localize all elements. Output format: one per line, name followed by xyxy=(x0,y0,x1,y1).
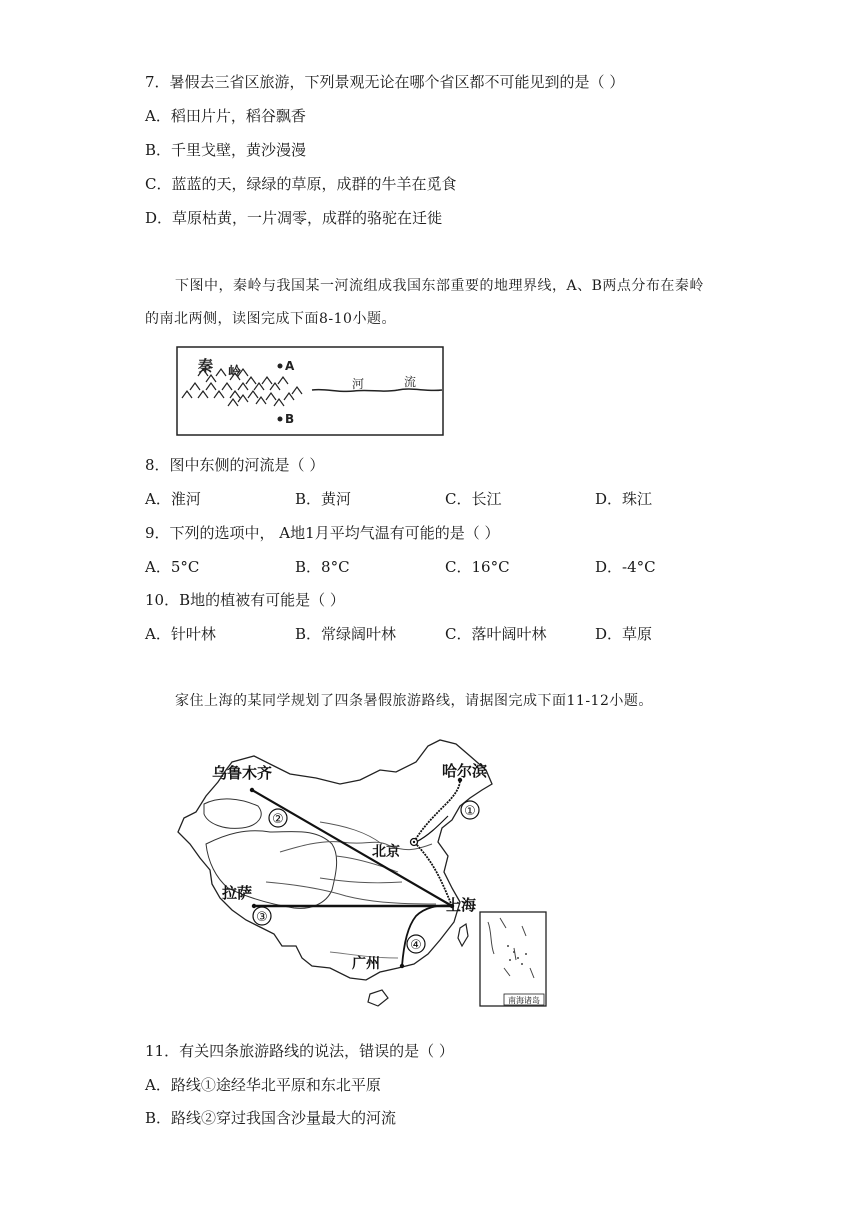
south-china-sea-inset xyxy=(480,912,546,1006)
q7-option-d: D．草原枯黄，一片凋零，成群的骆驼在迁徙 xyxy=(145,209,443,227)
q9-option-a: A．5°C xyxy=(145,558,200,576)
point-a-label: A xyxy=(285,359,295,373)
q11-option-a: A．路线①途经华北平原和东北平原 xyxy=(145,1076,381,1094)
guangzhou-marker xyxy=(400,964,404,968)
route-4-label: ④ xyxy=(410,938,422,953)
route-3-badge xyxy=(253,907,271,925)
intro-11-12: 家住上海的某同学规划了四条暑假旅游路线，请据图完成下面11-12小题。 xyxy=(175,693,653,709)
south-china-sea-label: 南海诸岛 xyxy=(508,996,540,1005)
q9-option-d: D．-4°C xyxy=(595,558,656,576)
q7-option-a: A．稻田片片，稻谷飘香 xyxy=(145,107,306,125)
point-a-marker xyxy=(278,364,283,369)
urumqi-marker xyxy=(250,788,254,792)
lhasa-label: 拉萨 xyxy=(222,884,253,902)
china-travel-routes-map xyxy=(170,732,560,1010)
lhasa-marker xyxy=(252,904,256,908)
q11-option-b: B．路线②穿过我国含沙量最大的河流 xyxy=(145,1109,397,1127)
q10-stem: 10．B地的植被有可能是（ ） xyxy=(145,591,345,609)
q8-option-a: A．淮河 xyxy=(145,490,201,508)
harbin-label: 哈尔滨 xyxy=(442,762,488,780)
qinling-river-figure xyxy=(176,346,444,436)
route-1-badge xyxy=(461,801,479,819)
route-2-badge xyxy=(269,809,287,827)
q7-stem: 7．暑假去三省区旅游，下列景观无论在哪个省区都不可能见到的是（ ） xyxy=(145,73,625,91)
q7-option-c: C．蓝蓝的天，绿绿的草原，成群的牛羊在觅食 xyxy=(145,175,457,193)
route-3-label: ③ xyxy=(256,910,268,925)
q9-option-b: B．8°C xyxy=(295,558,350,576)
route-4-badge xyxy=(407,935,425,953)
q8-option-d: D．珠江 xyxy=(595,490,653,508)
river-label-liu: 流 xyxy=(404,375,417,389)
q8-option-b: B．黄河 xyxy=(295,490,352,508)
guangzhou-label: 广州 xyxy=(352,956,380,972)
q9-option-c: C．16°C xyxy=(445,558,510,576)
mountain-label-ling: 岭 xyxy=(228,365,242,380)
point-b-label: B xyxy=(285,412,295,426)
q8-option-c: C．长江 xyxy=(445,490,502,508)
urumqi-label: 乌鲁木齐 xyxy=(212,764,273,782)
beijing-marker-dot xyxy=(413,841,415,843)
taiwan-island xyxy=(458,924,468,946)
beijing-label: 北京 xyxy=(372,844,400,860)
mountain-label-qin: 秦 xyxy=(198,357,214,375)
q10-option-b: B．常绿阔叶林 xyxy=(295,625,397,643)
river-label-he: 河 xyxy=(352,377,365,391)
q10-option-a: A．针叶林 xyxy=(145,625,216,643)
hainan-island xyxy=(368,990,388,1006)
route-2-label: ② xyxy=(272,812,284,827)
intro-8-10: 下图中，秦岭与我国某一河流组成我国东部重要的地理界线，A、B两点分布在秦岭的南北两侧，读图完成下面8-10小题。 xyxy=(145,278,704,327)
shanghai-label: 上海 xyxy=(446,896,477,914)
route-1-label: ① xyxy=(464,804,476,819)
q11-stem: 11．有关四条旅游路线的说法，错误的是（ ） xyxy=(145,1042,454,1060)
q7-option-b: B．千里戈壁，黄沙漫漫 xyxy=(145,141,307,159)
q8-stem: 8．图中东侧的河流是（ ） xyxy=(145,456,325,474)
point-b-marker xyxy=(278,417,283,422)
q9-stem: 9．下列的选项中， A地1月平均气温有可能的是（ ） xyxy=(145,524,500,542)
q10-option-d: D．草原 xyxy=(595,625,653,643)
q10-option-c: C．落叶阔叶林 xyxy=(445,625,547,643)
